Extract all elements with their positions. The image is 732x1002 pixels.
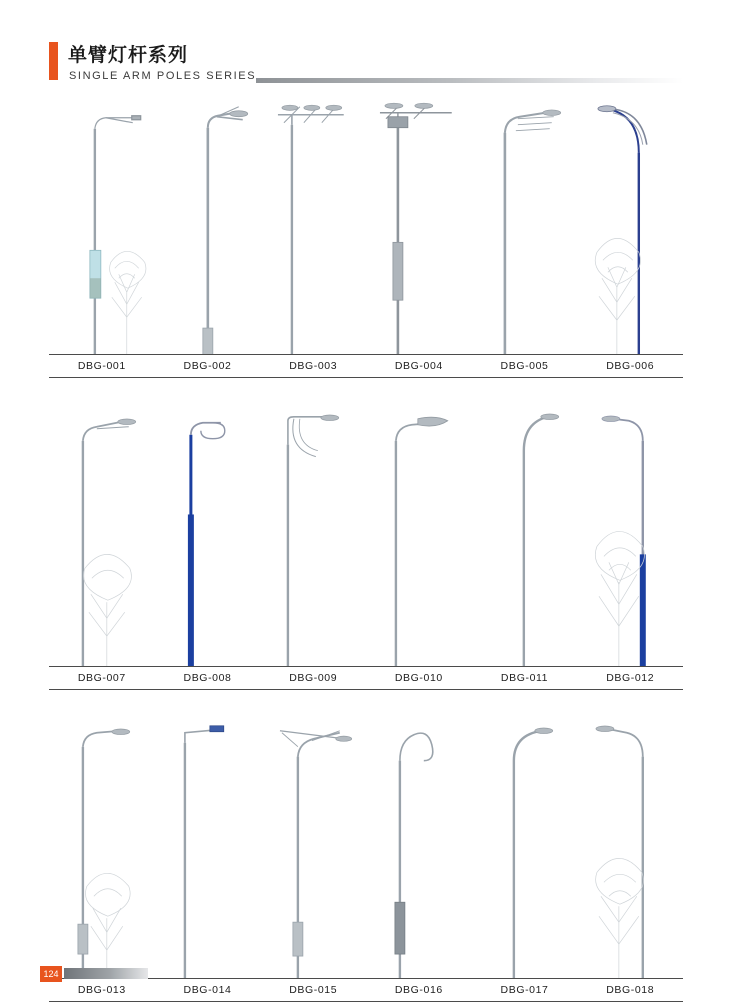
page-title-chinese: 单臂灯杆系列	[68, 44, 189, 66]
product-figure-dbg-015[interactable]	[260, 716, 366, 978]
product-figure-dbg-008[interactable]	[155, 404, 261, 666]
product-figure-dbg-010[interactable]	[366, 404, 472, 666]
product-row	[0, 92, 732, 378]
product-row	[0, 716, 732, 1002]
product-code: DBG-009	[289, 672, 338, 684]
page-footer	[40, 966, 160, 982]
product-figure-dbg-006[interactable]	[577, 92, 683, 354]
product-code: DBG-001	[77, 360, 126, 372]
product-code: DBG-017	[500, 984, 549, 996]
product-code: DBG-002	[183, 360, 232, 372]
product-label-row	[49, 666, 683, 690]
product-figure-dbg-016[interactable]	[366, 716, 472, 978]
product-figure-dbg-002[interactable]	[155, 92, 261, 354]
product-code: DBG-012	[606, 672, 655, 684]
product-code: DBG-013	[77, 984, 126, 996]
product-figure-dbg-005[interactable]	[472, 92, 578, 354]
header-gradient-rule	[256, 78, 683, 83]
row-spacer	[0, 690, 732, 716]
page-number: 124	[40, 966, 62, 982]
product-figure-dbg-001[interactable]	[49, 92, 155, 354]
product-code: DBG-008	[183, 672, 232, 684]
product-code: DBG-003	[289, 360, 338, 372]
product-figure-dbg-017[interactable]	[472, 716, 578, 978]
product-label-row	[49, 354, 683, 378]
product-grid	[0, 92, 732, 1002]
footer-gradient-bar	[64, 968, 148, 979]
product-code: DBG-016	[394, 984, 443, 996]
product-code: DBG-005	[500, 360, 549, 372]
product-code: DBG-011	[500, 672, 549, 684]
product-figure-dbg-012[interactable]	[577, 404, 683, 666]
product-code: DBG-015	[289, 984, 338, 996]
page-title-english: SINGLE ARM POLES SERIES	[69, 70, 257, 82]
product-code: DBG-018	[606, 984, 655, 996]
product-code: DBG-014	[183, 984, 232, 996]
product-figure-dbg-003[interactable]	[260, 92, 366, 354]
product-row	[0, 404, 732, 690]
product-row-figures	[49, 716, 683, 978]
product-code: DBG-006	[606, 360, 655, 372]
product-figure-dbg-009[interactable]	[260, 404, 366, 666]
header-accent-bar	[49, 42, 58, 80]
product-code: DBG-004	[394, 360, 443, 372]
page-header	[0, 34, 732, 90]
product-figure-dbg-013[interactable]	[49, 716, 155, 978]
product-code: DBG-007	[77, 672, 126, 684]
product-figure-dbg-011[interactable]	[472, 404, 578, 666]
product-code: DBG-010	[394, 672, 443, 684]
product-figure-dbg-007[interactable]	[49, 404, 155, 666]
product-row-figures	[49, 92, 683, 354]
product-figure-dbg-018[interactable]	[577, 716, 683, 978]
product-figure-dbg-014[interactable]	[155, 716, 261, 978]
row-spacer	[0, 378, 732, 404]
product-figure-dbg-004[interactable]	[366, 92, 472, 354]
product-row-figures	[49, 404, 683, 666]
